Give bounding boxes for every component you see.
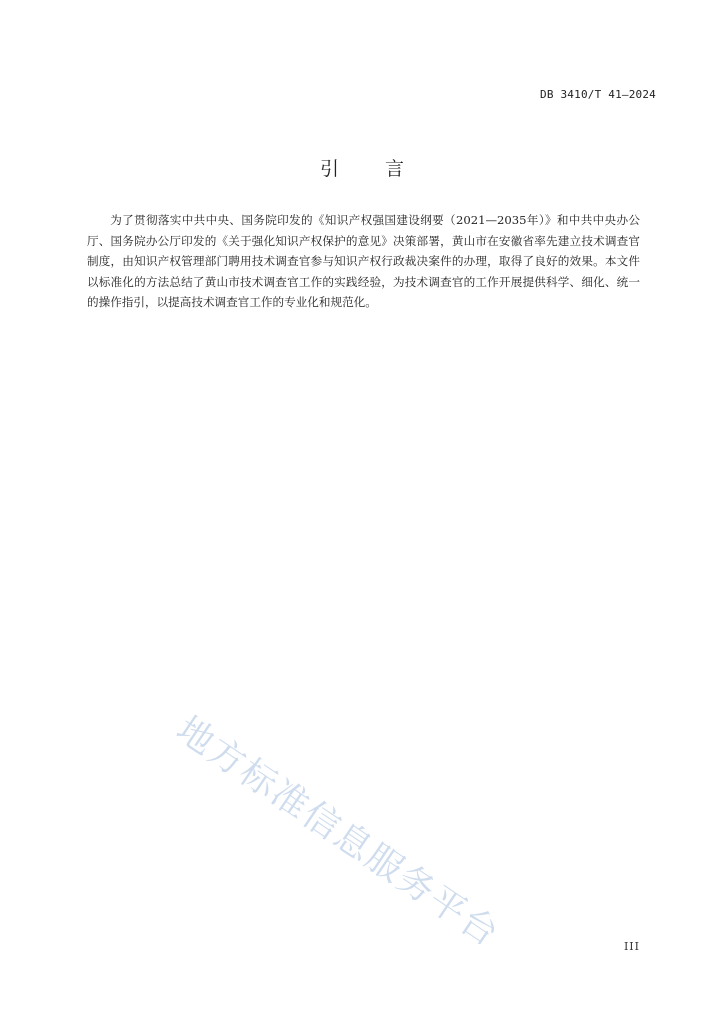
- title-char-2: 言: [385, 158, 405, 180]
- watermark-text: 地方标准信息服务平台: [168, 708, 507, 956]
- title-char-1: 引: [319, 158, 339, 180]
- page-number: III: [623, 940, 640, 953]
- introduction-paragraph: 为了贯彻落实中共中央、国务院印发的《知识产权强国建设纲要（2021—2035年）》和中共中央办公厅、国务院办公厅印发的《关于强化知识产权保护的意见》决策部署，黄山市在安徽省率先建立技术调查官制度，由知识产权管理部门聘用技术调查官参与知识产权行政裁决案件的办理，取得了良好的效果。本文件以标准化的方法总结了黄山市技术调查官工作的实践经验，为技术调查官的工作开展提供科学、细化、统一的操作指引，以提高技术调查官工作的专业化和规范化。: [87, 213, 640, 309]
- document-code: DB 3410/T 41—2024: [540, 88, 656, 101]
- page-title: [0, 154, 724, 181]
- introduction-body: [87, 210, 640, 313]
